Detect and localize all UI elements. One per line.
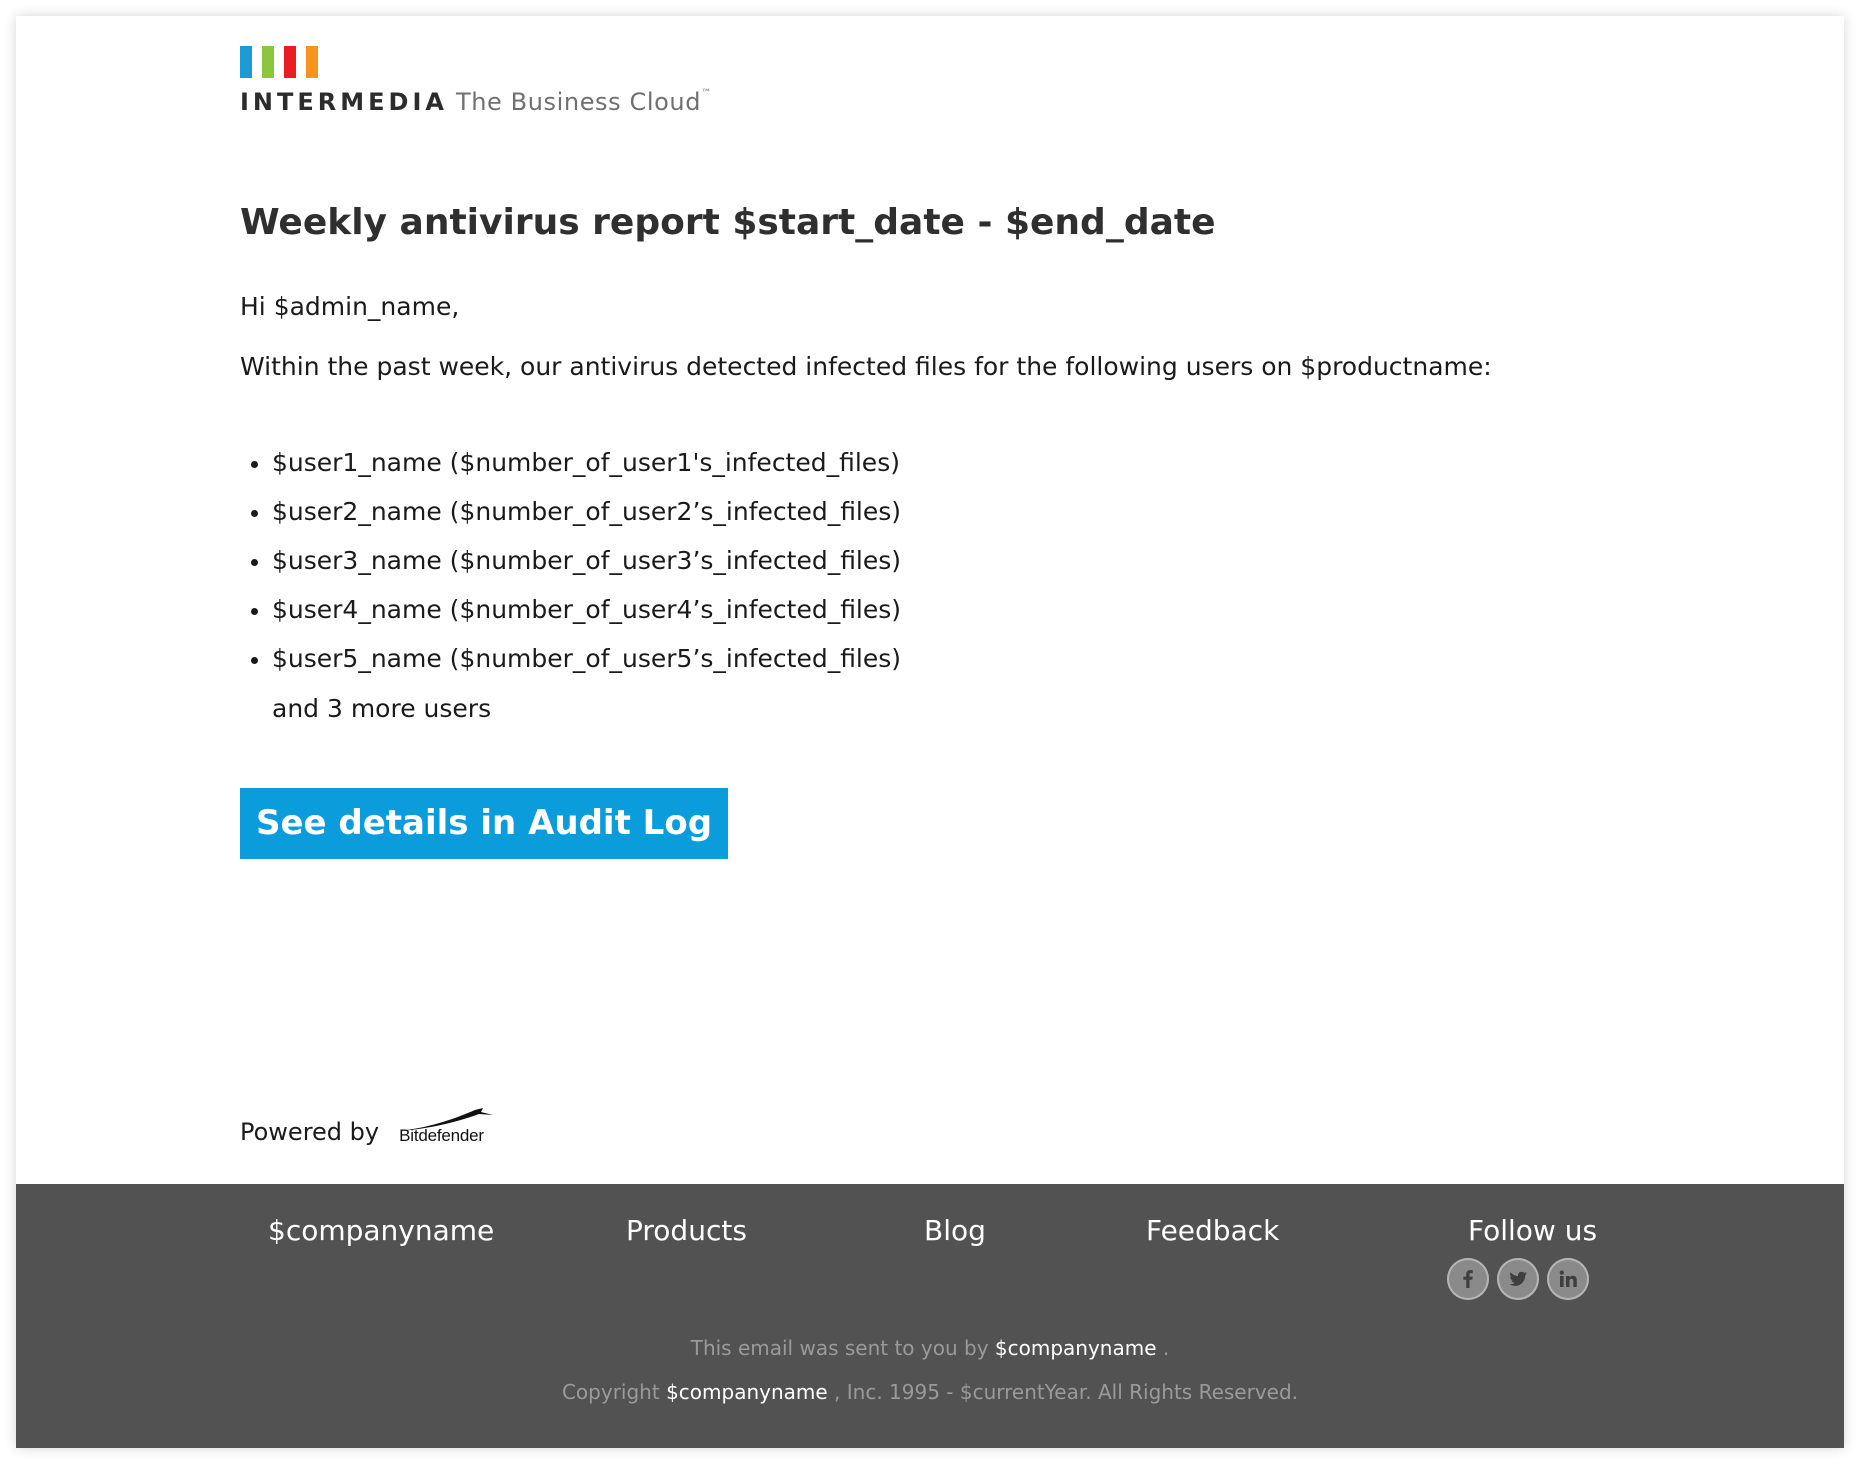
list-item [240, 539, 901, 588]
footer-link-feedback[interactable]: Feedback [1146, 1214, 1280, 1247]
list-item [240, 637, 901, 686]
twitter-icon[interactable] [1497, 1258, 1539, 1300]
powered-by [240, 1106, 497, 1146]
list-item [240, 441, 901, 490]
bullet-icon [251, 608, 258, 615]
copyright-prefix: Copyright [561, 1380, 660, 1404]
email-container [16, 16, 1844, 1448]
bullet-icon [251, 461, 258, 468]
user-entry: $user5_name ($number_of_user5’s_infected_files) [272, 644, 902, 673]
powered-by-label: Powered by [240, 1118, 380, 1146]
social-links [1447, 1258, 1589, 1300]
copyright-company-link[interactable]: $companyname [666, 1380, 828, 1404]
bullet-icon [251, 657, 258, 664]
more-users-text: and 3 more users [272, 694, 492, 723]
logo-trademark: ™ [701, 88, 713, 99]
logo-bar-blue [240, 46, 252, 78]
facebook-icon[interactable] [1447, 1258, 1489, 1300]
user-entry: $user1_name ($number_of_user1's_infected_files) [272, 448, 900, 477]
copyright-note [16, 1380, 1844, 1404]
user-entry: $user4_name ($number_of_user4’s_infected_files) [272, 595, 902, 624]
linkedin-icon[interactable] [1547, 1258, 1589, 1300]
intermedia-logo-bars [240, 46, 318, 78]
footer-link-blog[interactable]: Blog [924, 1214, 986, 1247]
logo-bar-green [262, 46, 274, 78]
bitdefender-logo [397, 1106, 497, 1146]
sent-by-suffix: . [1162, 1336, 1170, 1360]
intermedia-logo [240, 88, 713, 116]
intro-text: Within the past week, our antivirus detected infected files for the following users on $productname: [240, 352, 1492, 381]
sent-by-company-link[interactable]: $companyname [994, 1336, 1157, 1360]
sent-by-note [16, 1336, 1844, 1360]
infected-users-list [240, 441, 901, 686]
greeting: Hi $admin_name, [240, 292, 460, 321]
list-item [240, 490, 901, 539]
follow-us-label: Follow us [1468, 1214, 1598, 1247]
logo-brand: INTERMEDIA [240, 88, 448, 116]
user-entry: $user3_name ($number_of_user3’s_infected_files) [272, 546, 902, 575]
report-title: Weekly antivirus report $start_date - $end_date [240, 202, 1216, 243]
logo-tagline: The Business Cloud [455, 88, 702, 116]
bitdefender-wordmark: Bitdefender [399, 1126, 484, 1145]
bullet-icon [251, 559, 258, 566]
audit-log-button[interactable]: See details in Audit Log [240, 788, 728, 859]
logo-bar-orange [306, 46, 318, 78]
user-entry: $user2_name ($number_of_user2’s_infected_files) [272, 497, 902, 526]
sent-by-prefix: This email was sent to you by [690, 1336, 989, 1360]
copyright-suffix: , Inc. 1995 - $currentYear. All Rights Reserved. [834, 1380, 1299, 1404]
logo-bar-red [284, 46, 296, 78]
footer-link-products[interactable]: Products [626, 1214, 747, 1247]
footer [16, 1184, 1844, 1448]
footer-link-company[interactable]: $companyname [268, 1214, 495, 1247]
bullet-icon [251, 510, 258, 517]
list-item [240, 588, 901, 637]
